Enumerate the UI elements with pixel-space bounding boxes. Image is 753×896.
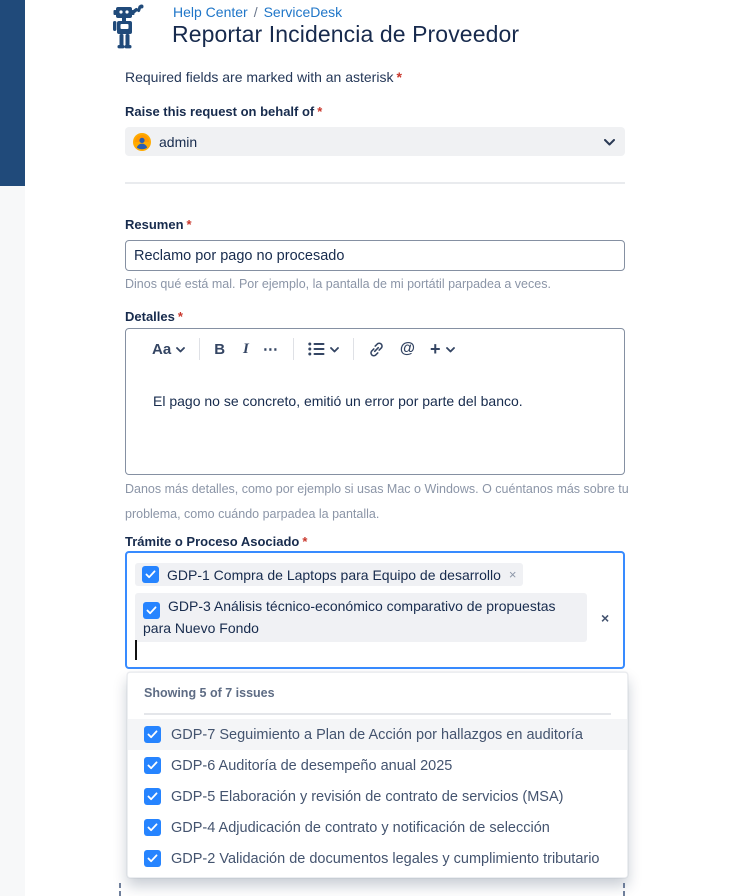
checkbox-checked-icon[interactable] — [144, 850, 161, 867]
chip-remove-icon[interactable]: × — [508, 567, 517, 582]
asterisk: * — [186, 217, 192, 232]
detalles-editor-content[interactable]: El pago no se concreto, emitió un error por parte del banco. — [153, 393, 523, 409]
next-field-edge — [119, 883, 121, 888]
checkbox-checked-icon[interactable] — [142, 566, 159, 583]
user-avatar — [133, 133, 151, 151]
checkbox-checked-icon[interactable] — [144, 819, 161, 836]
text-style-button[interactable]: Aa — [152, 340, 185, 358]
required-fields-note: Required fields are marked with an asterisk * — [125, 69, 402, 85]
bold-button[interactable]: B — [214, 340, 226, 358]
link-icon[interactable] — [368, 341, 385, 358]
option-label: GDP-6 Auditoría de desempeño anual 2025 — [171, 757, 453, 774]
resumen-field-label: Resumen * — [125, 217, 192, 232]
chip-gdp-1[interactable] — [135, 563, 523, 586]
asterisk: * — [317, 104, 323, 119]
checkbox-checked-icon[interactable] — [144, 726, 161, 743]
breadcrumb-servicedesk-link[interactable]: ServiceDesk — [263, 4, 343, 20]
checkbox-checked-icon[interactable] — [144, 788, 161, 805]
next-field-edge — [623, 883, 625, 888]
italic-button[interactable]: I — [243, 340, 249, 357]
dropdown-divider — [144, 713, 611, 715]
selected-chip-row — [135, 593, 615, 642]
chevron-down-icon — [176, 340, 185, 358]
behalf-field-label: Raise this request on behalf of * — [125, 104, 323, 119]
option-gdp-7[interactable] — [128, 719, 627, 750]
page-title: Reportar Incidencia de Proveedor — [172, 21, 520, 47]
checkbox-checked-icon[interactable] — [144, 757, 161, 774]
toolbar-divider — [199, 338, 200, 360]
chevron-down-icon — [604, 133, 615, 151]
asterisk: * — [396, 69, 402, 85]
asterisk: * — [302, 534, 308, 549]
option-label: GDP-5 Elaboración y revisión de contrato de servicios (MSA) — [171, 788, 564, 805]
breadcrumb-help-center-link[interactable]: Help Center — [173, 4, 248, 20]
insert-button[interactable]: + — [430, 339, 455, 360]
resumen-help-text: Dinos qué está mal. Por ejemplo, la pantalla de mi portátil parpadea a veces. — [125, 277, 551, 291]
section-divider — [125, 182, 625, 184]
robot-logo-icon — [112, 4, 148, 55]
detalles-rich-text-editor[interactable] — [125, 328, 625, 475]
selected-chip-row — [135, 563, 615, 586]
toolbar-divider — [293, 338, 294, 360]
next-field-edge — [623, 891, 625, 896]
option-label: GDP-2 Validación de documentos legales y cumplimiento tributario — [171, 850, 600, 867]
issues-dropdown — [127, 672, 628, 878]
resumen-input[interactable]: Reclamo por pago no procesado — [125, 240, 625, 271]
chip-label: GDP-1 Compra de Laptops para Equipo de desarrollo — [167, 566, 501, 583]
behalf-select[interactable] — [125, 127, 625, 156]
tramite-multiselect[interactable] — [125, 551, 625, 669]
tramite-field-label: Trámite o Proceso Asociado * — [125, 534, 308, 549]
next-field-edge — [119, 891, 121, 896]
option-label: GDP-4 Adjudicación de contrato y notificación de selección — [171, 819, 550, 836]
detalles-help-text: Danos más detalles, como por ejemplo si usas Mac o Windows. O cuéntanos más sobre tu problema, como cuándo parpadea la pantalla. — [125, 482, 629, 521]
chip-label: GDP-3 Análisis técnico-económico comparativo de propuestas para Nuevo Fondo — [143, 598, 556, 636]
chevron-down-icon — [446, 340, 455, 358]
breadcrumb — [173, 4, 342, 20]
detalles-field-label: Detalles * — [125, 309, 183, 324]
chip-remove-icon[interactable]: × — [601, 609, 610, 626]
option-gdp-2[interactable] — [128, 843, 627, 874]
list-button[interactable] — [308, 340, 339, 358]
dropdown-result-count: Showing 5 of 7 issues — [144, 686, 275, 700]
checkbox-checked-icon[interactable] — [143, 602, 160, 619]
behalf-selected-value: admin — [159, 133, 198, 150]
editor-toolbar — [126, 329, 624, 369]
option-gdp-4[interactable] — [128, 812, 627, 843]
breadcrumb-separator: / — [253, 4, 258, 20]
option-gdp-5[interactable] — [128, 781, 627, 812]
toolbar-divider — [353, 338, 354, 360]
more-formatting-button[interactable]: ⋯ — [262, 341, 279, 358]
text-cursor — [135, 640, 137, 660]
chip-gdp-3[interactable] — [135, 593, 587, 642]
option-gdp-6[interactable] — [128, 750, 627, 781]
chevron-down-icon — [330, 340, 339, 358]
option-label: GDP-7 Seguimiento a Plan de Acción por hallazgos en auditoría — [171, 726, 583, 743]
dropdown-options — [128, 719, 627, 874]
asterisk: * — [177, 309, 183, 324]
mention-button[interactable]: @ — [399, 340, 415, 357]
